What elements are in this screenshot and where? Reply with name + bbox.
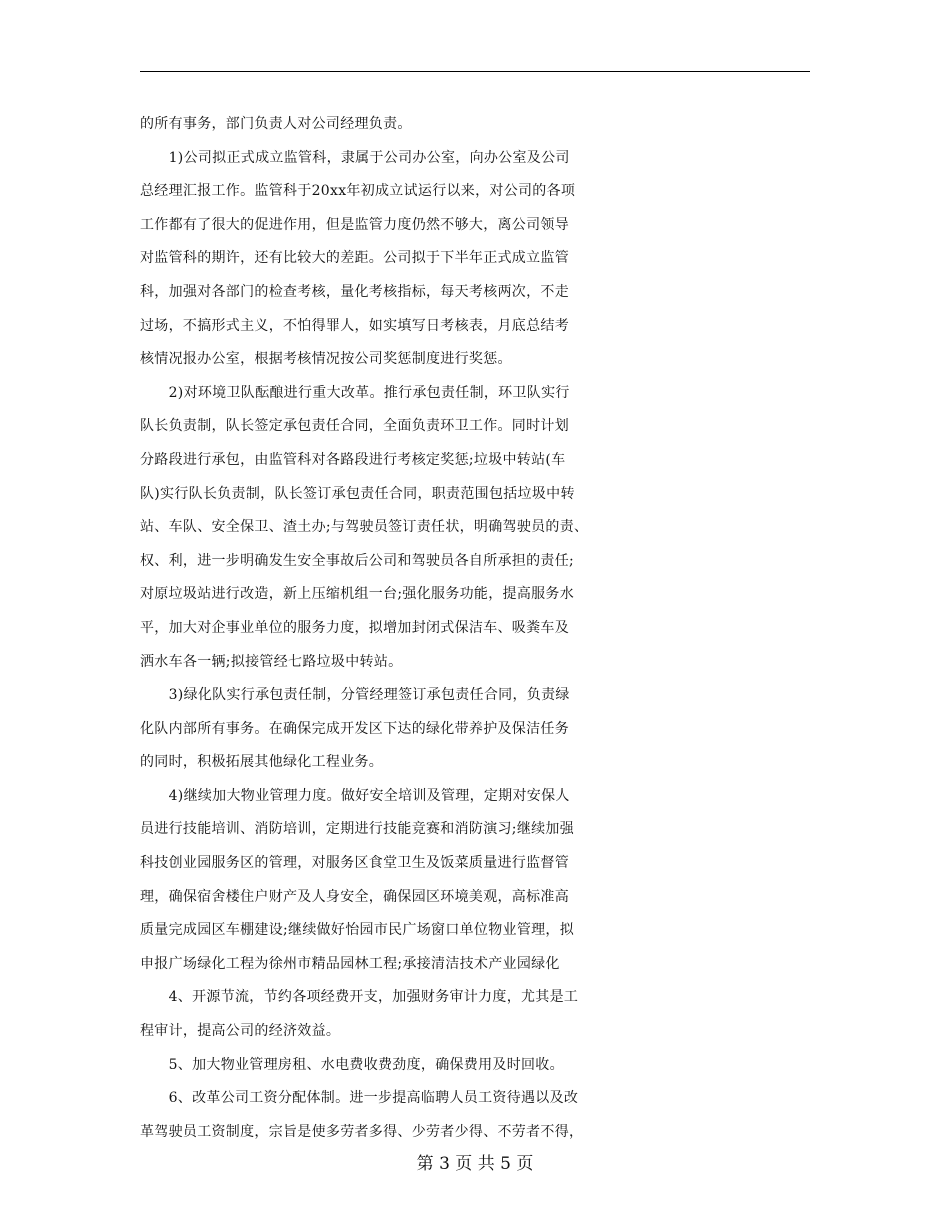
- text-line: 科技创业园服务区的管理，对服务区食堂卫生及饭菜质量进行监督管: [140, 855, 569, 872]
- header-rule: [140, 71, 810, 72]
- text-line: 队)实行队长负责制，队长签订承包责任合同，职责范围包括垃圾中转: [140, 485, 575, 502]
- text-line: 科，加强对各部门的检查考核，量化考核指标，每天考核两次，不走: [140, 283, 569, 300]
- text-line: 1)公司拟正式成立监管科，隶属于公司办公室，向办公室及公司: [140, 149, 570, 166]
- text-line: 对原垃圾站进行改造，新上压缩机组一台;强化服务功能，提高服务水: [140, 586, 575, 603]
- text-line: 工作都有了很大的促进作用，但是监管力度仍然不够大，离公司领导: [140, 216, 569, 233]
- text-line: 过场，不搞形式主义，不怕得罪人，如实填写日考核表，月底总结考: [140, 317, 569, 334]
- text-line: 6、改革公司工资分配体制。进一步提高临聘人员工资待遇以及改: [140, 1090, 579, 1107]
- text-line: 2)对环境卫队酝酿进行重大改革。推行承包责任制，环卫队实行: [140, 384, 570, 401]
- text-line: 4、开源节流，节约各项经费开支，加强财务审计力度，尤其是工: [140, 989, 579, 1006]
- text-line: 申报广场绿化工程为徐州市精品园林工程;承接清洁技术产业园绿化: [140, 955, 560, 972]
- text-line: 队长负责制，队长签定承包责任合同，全面负责环卫工作。同时计划: [140, 418, 569, 435]
- text-line: 平，加大对企事业单位的服务力度，拟增加封闭式保洁车、吸粪车及: [140, 619, 569, 636]
- text-line: 3)绿化队实行承包责任制，分管经理签订承包责任合同，负责绿: [140, 687, 570, 704]
- text-line: 化队内部所有事务。在确保完成开发区下达的绿化带养护及保洁任务: [140, 720, 569, 737]
- text-line: 4)继续加大物业管理力度。做好安全培训及管理，定期对安保人: [140, 787, 570, 804]
- text-line: 总经理汇报工作。监管科于20xx年初成立试运行以来，对公司的各项: [140, 183, 576, 200]
- text-line: 员进行技能培训、消防培训，定期进行技能竞赛和消防演习;继续加强: [140, 821, 575, 838]
- text-line: 质量完成园区车棚建设;继续做好怡园市民广场窗口单位物业管理，拟: [140, 922, 575, 939]
- page-number-footer: 第 3 页 共 5 页: [416, 1154, 534, 1174]
- text-line: 权、利，进一步明确发生安全事故后公司和驾驶员各自所承担的责任;: [140, 552, 575, 569]
- text-line: 的所有事务，部门负责人对公司经理负责。: [140, 116, 412, 132]
- text-line: 的同时，积极拓展其他绿化工程业务。: [140, 754, 384, 771]
- text-line: 革驾驶员工资制度，宗旨是使多劳者多得、少劳者少得、不劳者不得，: [140, 1123, 584, 1140]
- text-line: 理，确保宿舍楼住户财产及人身安全，确保园区环境美观，高标准高: [140, 888, 569, 905]
- text-line: 程审计，提高公司的经济效益。: [140, 1023, 341, 1040]
- text-line: 5、加大物业管理房租、水电费收费劲度，确保费用及时回收。: [140, 1056, 564, 1073]
- body-text: [140, 108, 840, 1149]
- text-line: 站、车队、安全保卫、渣土办;与驾驶员签订责任状，明确驾驶员的责、: [140, 519, 589, 536]
- text-line: 核情况报办公室，根据考核情况按公司奖惩制度进行奖惩。: [140, 351, 512, 368]
- text-line: 分路段进行承包，由监管科对各路段进行考核定奖惩;垃圾中转站(车: [140, 451, 566, 468]
- text-line: 洒水车各一辆;拟接管经七路垃圾中转站。: [140, 653, 403, 670]
- text-line: 对监管科的期许，还有比较大的差距。公司拟于下半年正式成立监管: [140, 250, 569, 267]
